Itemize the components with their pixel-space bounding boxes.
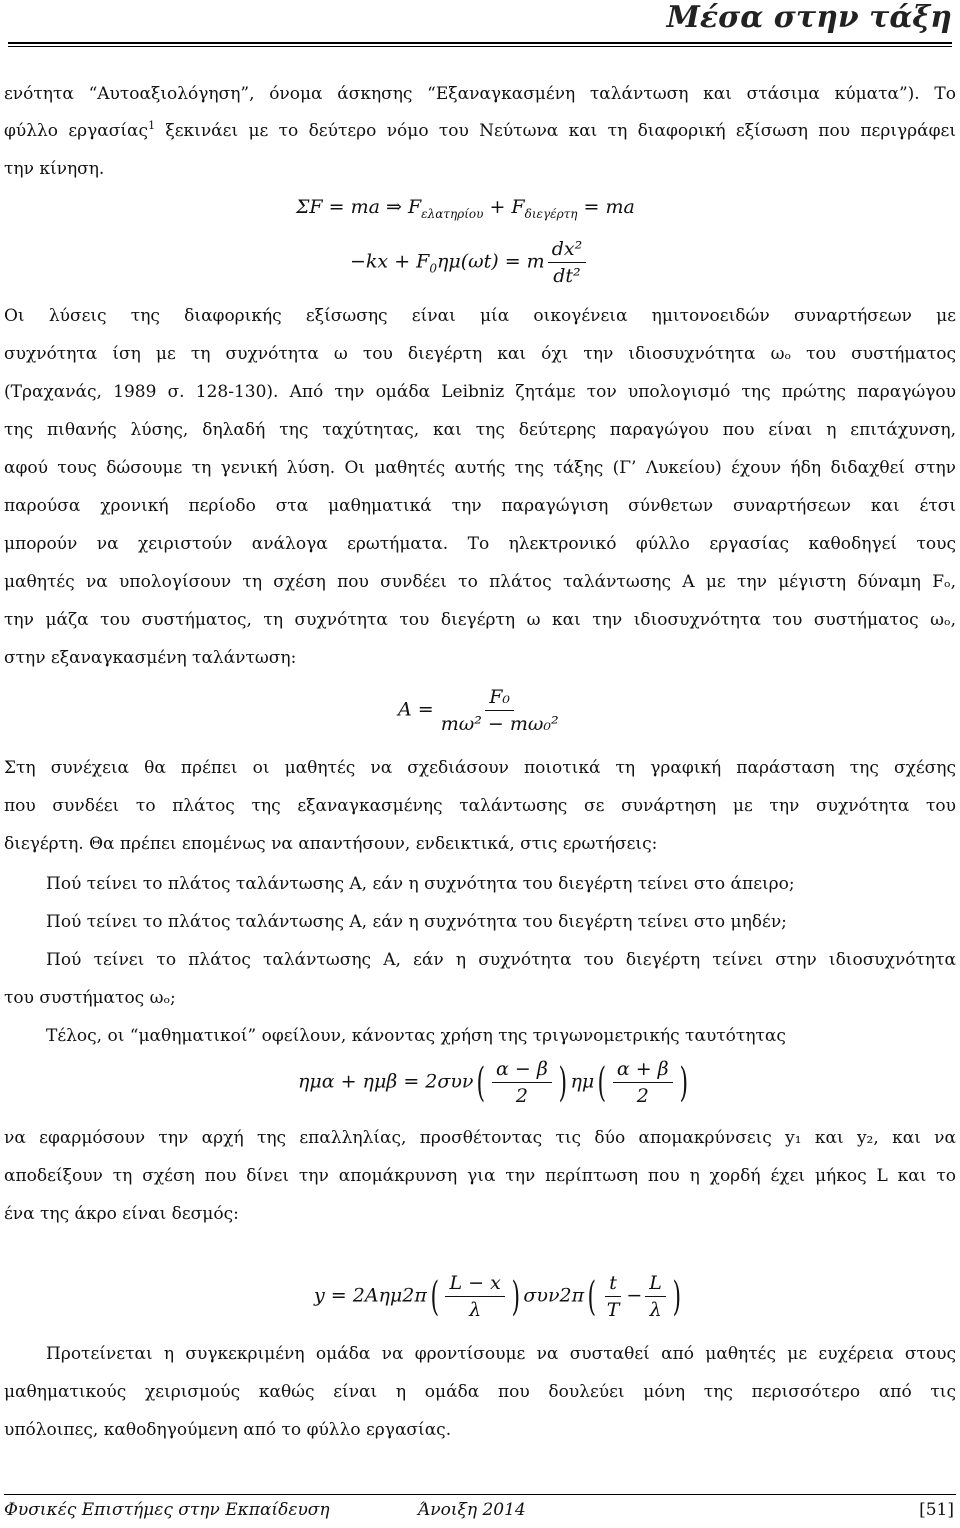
text-line: στην εξαναγκασμένη ταλάντωση: bbox=[4, 648, 297, 668]
text-line: ενότητα “Αυτοαξιολόγηση”, όνομα άσκησης “Εξαναγκασμένη ταλάντωση και στάσιμα κύματα”). Το bbox=[4, 84, 956, 104]
numerator: L − x bbox=[445, 1272, 504, 1297]
text-line: μαθητές να υπολογίσουν τη σχέση που συνδέει το πλάτος ταλάντωσης Α με την μέγιστη δύναμη Fₒ, bbox=[4, 572, 956, 592]
eq-part: ΣF = ma ⇒ F bbox=[296, 196, 422, 218]
equation-amplitude bbox=[398, 686, 566, 735]
text-line: που συνδέει το πλάτος της εξαναγκασμένης ταλάντωσης σε συνάρτηση με την συχνότητα του bbox=[4, 796, 956, 816]
numerator: L bbox=[645, 1272, 666, 1297]
denominator: λ bbox=[469, 1299, 482, 1321]
eq-part: = ma bbox=[577, 196, 635, 218]
fraction bbox=[437, 686, 563, 735]
denominator: λ bbox=[649, 1299, 662, 1321]
fraction bbox=[445, 1272, 504, 1321]
fraction bbox=[492, 1058, 552, 1107]
footnote-marker: 1 bbox=[148, 119, 156, 132]
question-line: Πού τείνει το πλάτος ταλάντωσης Α, εάν η συχνότητα του διεγέρτη τείνει στην ιδιοσυχνότητα bbox=[46, 950, 956, 970]
right-paren: ) bbox=[672, 1273, 682, 1320]
eq-sub: 0 bbox=[429, 261, 437, 276]
text-line: μαθηματικούς χειρισμούς καθώς είναι η ομάδα που δουλεύει μόνη της περισσότερο από τις bbox=[4, 1382, 956, 1402]
left-paren: ( bbox=[597, 1059, 607, 1106]
question-line: Πού τείνει το πλάτος ταλάντωσης Α, εάν η συχνότητα του διεγέρτη τείνει στο άπειρο; bbox=[46, 874, 795, 894]
fraction bbox=[613, 1058, 673, 1107]
text-line bbox=[4, 113, 956, 152]
denominator: 2 bbox=[515, 1085, 528, 1107]
numerator: dx² bbox=[548, 238, 587, 263]
eq-part: −kx + F bbox=[350, 250, 430, 273]
footer-journal: Φυσικές Επιστήμες στην Εκπαίδευση bbox=[4, 1500, 330, 1520]
equation-newton bbox=[296, 196, 635, 221]
text-span: ξεκινάει με το δεύτερο νόμο του Νεύτωνα και τη διαφορική εξίσωση που περιγράφει bbox=[155, 121, 956, 141]
eq-part: ημ(ωt) = m bbox=[436, 250, 545, 273]
text-span: φύλλο εργασίας bbox=[4, 121, 149, 141]
left-paren: ( bbox=[587, 1273, 597, 1320]
numerator: α − β bbox=[492, 1058, 552, 1083]
equation-standing-wave bbox=[314, 1272, 685, 1321]
text-line: να εφαρμόσουν την αρχή της επαλληλίας, προσθέτοντας τις δύο απομακρύνσεις y₁ και y₂, και να bbox=[4, 1128, 956, 1148]
denominator: T bbox=[606, 1299, 620, 1321]
text-line: (Τραχανάς, 1989 σ. 128-130). Από την ομάδα Leibniz ζητάμε τον υπολογισμό της πρώτης παραγώγου bbox=[4, 382, 956, 402]
text-line: παρούσα χρονική περίοδο στα μαθηματικά την παραγώγιση σύνθετων συναρτήσεων και έτσι bbox=[4, 496, 956, 516]
text-line: αφού τους δώσουμε τη γενική λύση. Οι μαθητές αυτής της τάξης (Γ’ Λυκείου) έχουν ήδη διδαχθεί στην bbox=[4, 458, 956, 478]
question-line: Πού τείνει το πλάτος ταλάντωσης Α, εάν η συχνότητα του διεγέρτη τείνει στο μηδέν; bbox=[46, 912, 787, 932]
left-paren: ( bbox=[476, 1059, 486, 1106]
eq-part: συν2π bbox=[523, 1284, 585, 1307]
right-paren: ) bbox=[511, 1273, 520, 1320]
text-line: συχνότητα ίση με τη συχνότητα ω του διεγέρτη και όχι την ιδιοσυχνότητα ωₒ του συστήματος bbox=[4, 344, 956, 364]
eq-sub: διεγέρτη bbox=[524, 206, 578, 221]
text-line: υπόλοιπες, καθοδηγούμενη από το φύλλο εργασίας. bbox=[4, 1420, 452, 1440]
text-line: της πιθανής λύσης, δηλαδή της ταχύτητας, και της δεύτερης παραγώγου που είναι η επιτάχυνση, bbox=[4, 420, 956, 440]
equation-differential bbox=[350, 238, 589, 287]
numerator: α + β bbox=[613, 1058, 673, 1083]
footer-rule bbox=[4, 1494, 956, 1495]
text-line: διεγέρτη. Θα πρέπει επομένως να απαντήσουν, ενδεικτικά, στις ερωτήσεις: bbox=[4, 834, 658, 854]
fraction bbox=[645, 1272, 666, 1321]
running-header: Μέσα στην τάξη bbox=[666, 0, 952, 35]
fraction bbox=[603, 1272, 624, 1321]
header-rule bbox=[8, 42, 952, 47]
text-line: Στη συνέχεια θα πρέπει οι μαθητές να σχεδιάσουν ποιοτικά τη γραφική παράσταση της σχέσης bbox=[4, 758, 956, 778]
fraction bbox=[548, 238, 587, 287]
denominator: 2 bbox=[636, 1085, 649, 1107]
text-line: την κίνηση. bbox=[4, 159, 105, 179]
left-paren: ( bbox=[430, 1273, 439, 1320]
text-line: αποδείξουν τη σχέση που δίνει την απομάκρυνση για την περίπτωση που η χορδή έχει μήκος L και το bbox=[4, 1166, 956, 1186]
text-line: την μάζα του συστήματος, τη συχνότητα του διεγέρτη ω και την ιδιοσυχνότητα του συστήματος ωₒ, bbox=[4, 610, 956, 630]
numerator: t bbox=[605, 1272, 621, 1297]
eq-part: ημ bbox=[570, 1070, 595, 1093]
eq-sub: ελατηρίου bbox=[421, 206, 484, 221]
text-line: Τέλος, οι “μαθηματικοί” οφείλουν, κάνοντας χρήση της τριγωνομετρικής ταυτότητας bbox=[46, 1026, 786, 1046]
numerator: F₀ bbox=[485, 686, 514, 711]
eq-part: y = 2Aημ2π bbox=[314, 1284, 427, 1307]
text-line: ένα της άκρο είναι δεσμός: bbox=[4, 1204, 239, 1224]
eq-part: ημα + ημβ = 2συν bbox=[298, 1070, 474, 1093]
equation-trig-identity bbox=[298, 1058, 691, 1107]
eq-part: + F bbox=[483, 196, 525, 218]
question-line: του συστήματος ωₒ; bbox=[4, 988, 176, 1008]
eq-minus: − bbox=[626, 1284, 643, 1307]
footer-page-number: [51] bbox=[919, 1500, 954, 1520]
eq-part: A = bbox=[398, 698, 434, 721]
denominator: dt² bbox=[553, 265, 581, 287]
denominator: mω² − mω₀² bbox=[440, 713, 559, 735]
right-paren: ) bbox=[558, 1059, 567, 1106]
text-line: Προτείνεται η συγκεκριμένη ομάδα να φροντίσουμε να συσταθεί από μαθητές με ευχέρεια στους bbox=[46, 1344, 956, 1364]
text-line: μπορούν να χειριστούν ανάλογα ερωτήματα. Το ηλεκτρονικό φύλλο εργασίας καθοδηγεί τους bbox=[4, 534, 956, 554]
right-paren: ) bbox=[679, 1059, 688, 1106]
footer-issue: Άνοιξη 2014 bbox=[418, 1500, 526, 1520]
text-line: Οι λύσεις της διαφορικής εξίσωσης είναι μία οικογένεια ημιτονοειδών συναρτήσεων με bbox=[4, 306, 956, 326]
